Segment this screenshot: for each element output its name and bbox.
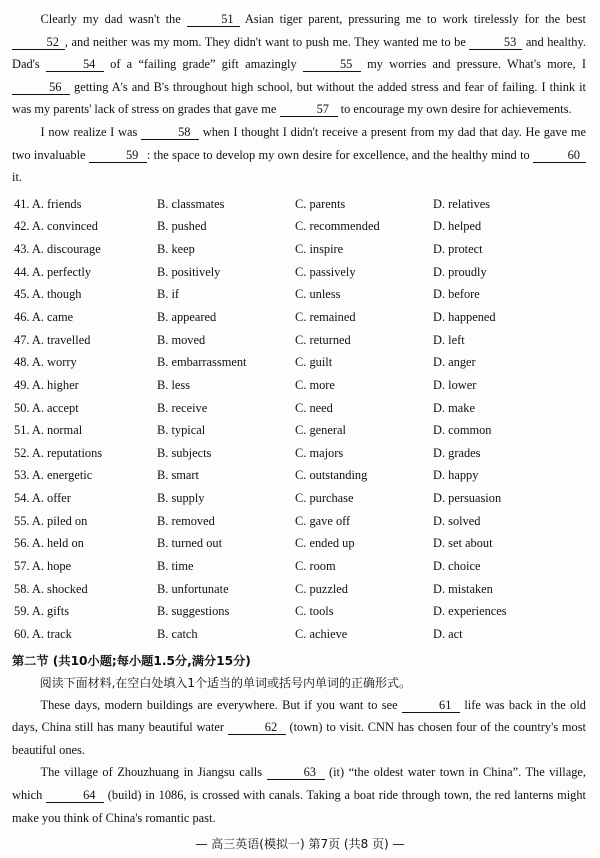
option-row-60: 60. A. track B. catch C. achieve D. act	[14, 626, 463, 641]
option-row-52: 52. A. reputations B. subjects C. majors D. grades	[14, 445, 481, 460]
passage-paragraph-2: I now realize I was 58 when I thought I didn't receive a present from my dad that day. He gave me two invaluable 59 : the space to develop my own desire for excellence, and the healthy mind to 60 it.	[12, 124, 586, 185]
blank-56: 56	[12, 80, 70, 95]
option-row-58: 58. A. shocked B. unfortunate C. puzzled D. mistaken	[14, 581, 493, 596]
section-2-paragraph-1: These days, modern buildings are everywhere. But if you want to see 61 life was back in the old days, China still has many beautiful water 62 (town) to visit. CNN has chosen four of the country's most beautiful ones.	[12, 697, 587, 757]
option-row-45: 45. A. though B. if C. unless D. before	[14, 287, 480, 302]
blank-63: 63	[267, 765, 325, 780]
option-row-56: 56. A. held on B. turned out C. ended up D. set about	[14, 536, 493, 551]
blank-64: 64	[46, 788, 104, 803]
blank-55: 55	[303, 57, 361, 72]
section-2-title: 第二节 (共10小题;每小题1.5分,满分15分)	[12, 653, 251, 668]
passage-paragraph-1: Clearly my dad wasn't the 51 Asian tiger parent, pressuring me to work tirelessly for the best 52 , and neither was my mom. They didn't want to push me. They wanted me to be 53 and healthy. Dad's 54 of a “failing grade” gift amazingly 55 my worries and pressure. What's more, I 56 getting A's and B's throughout high school, but without the added stress and fear of failing. I think it was my parents' lack of stress on grades that gave me 57 to encourage my own desire for achievements.	[12, 12, 586, 117]
option-row-53: 53. A. energetic B. smart C. outstanding D. happy	[14, 468, 479, 483]
blank-61: 61	[402, 698, 460, 713]
blank-58: 58	[141, 125, 199, 140]
blank-52: 52	[12, 35, 65, 50]
blank-51: 51	[187, 12, 240, 27]
option-row-48: 48. A. worry B. embarrassment C. guilt D. anger	[14, 355, 476, 370]
section-2-paragraph-2: The village of Zhouzhuang in Jiangsu calls 63 (it) “the oldest water town in China”. The village, which 64 (build) in 1086, is crossed with canals. Taking a boat ride through town, the red lanterns might make you think of China's romantic past.	[12, 765, 586, 825]
option-row-43: 43. A. discourage B. keep C. inspire D. protect	[14, 242, 483, 257]
blank-53: 53	[469, 35, 522, 50]
option-row-51: 51. A. normal B. typical C. general D. common	[14, 423, 492, 438]
option-row-46: 46. A. came B. appeared C. remained D. happened	[14, 309, 496, 324]
blank-54: 54	[46, 57, 104, 72]
option-row-55: 55. A. piled on B. removed C. gave off D. solved	[14, 513, 481, 528]
blank-62: 62	[228, 720, 286, 735]
page-footer: — 高三英语(模拟一) 第7页 (共8 页) —	[195, 837, 405, 851]
option-row-41: 41. A. friends B. classmates C. parents D. relatives	[14, 196, 491, 211]
option-row-47: 47. A. travelled B. moved C. returned D. left	[14, 332, 465, 347]
section-2-passage	[12, 694, 586, 830]
option-row-42: 42. A. convinced B. pushed C. recommended D. helped	[14, 219, 482, 234]
answer-options	[12, 193, 586, 646]
option-row-57: 57. A. hope B. time C. room D. choice	[14, 559, 481, 573]
option-row-49: 49. A. higher B. less C. more D. lower	[14, 377, 477, 392]
option-row-50: 50. A. accept B. receive C. need D. make	[14, 400, 475, 415]
blank-57: 57	[280, 102, 338, 117]
option-row-54: 54. A. offer B. supply C. purchase D. persuasion	[14, 491, 502, 506]
option-row-59: 59. A. gifts B. suggestions C. tools D. experiences	[14, 604, 507, 619]
section-2-instruction: 阅读下面材料,在空白处填入1个适当的单词或括号内单词的正确形式。	[39, 675, 412, 690]
blank-59: 59	[89, 148, 147, 163]
option-row-44: 44. A. perfectly B. positively C. passively D. proudly	[14, 264, 487, 279]
blank-60: 60	[533, 148, 586, 163]
